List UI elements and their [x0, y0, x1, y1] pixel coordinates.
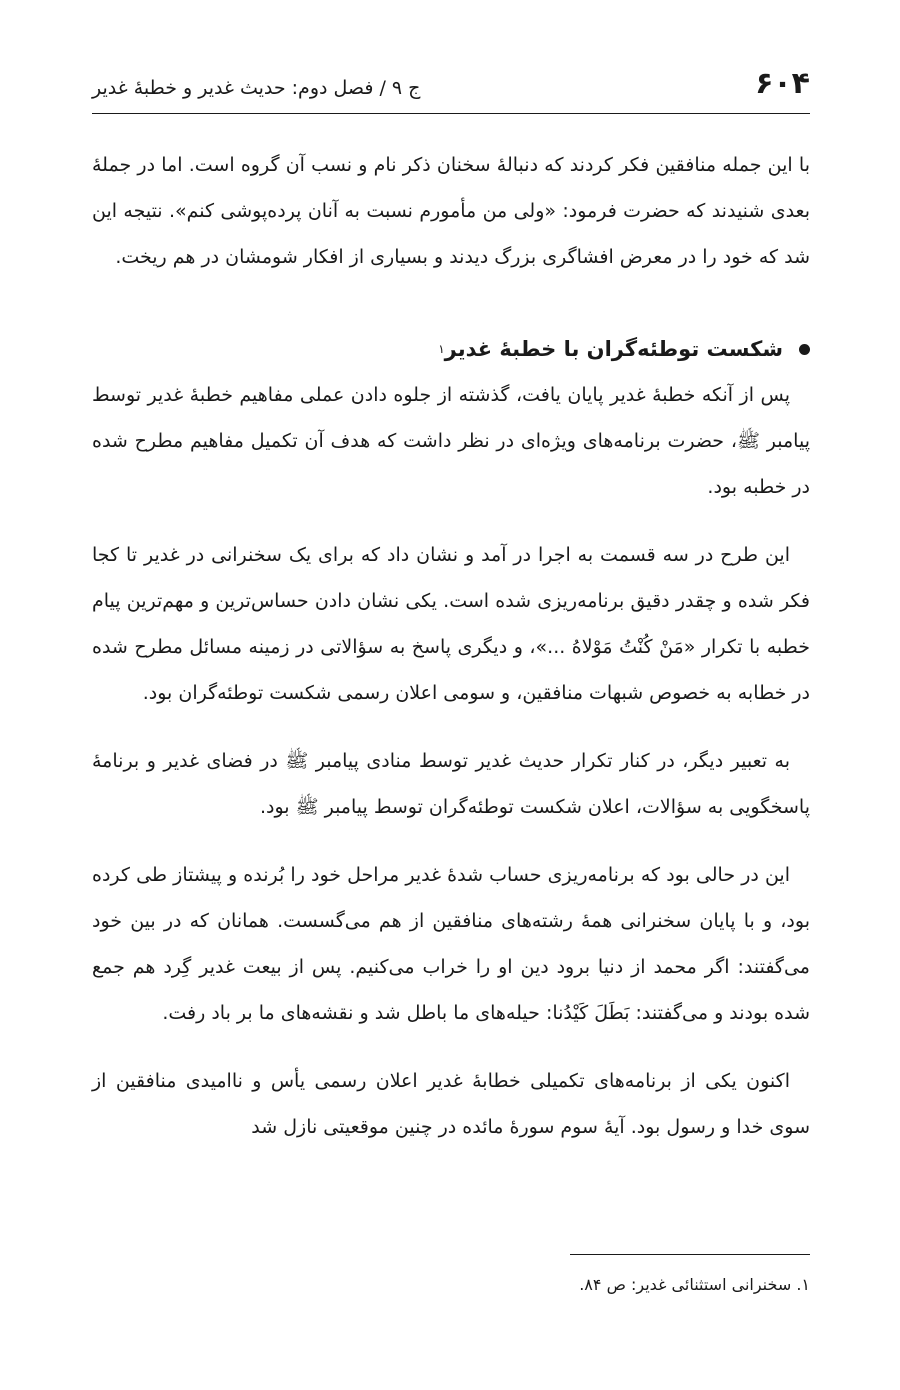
running-head: ج ۹ / فصل دوم: حدیث غدیر و خطبهٔ غدیر: [92, 77, 421, 99]
page-header: [92, 62, 810, 114]
paragraph-3: این طرح در سه قسمت به اجرا در آمد و نشان داد که برای یک سخنرانی در غدیر تا کجا فکر شده و چقدر دقیق برنامه‌ریزی شده است. یکی نشان دادن حساس‌ترین و مهم‌ترین پیام خطبه با تکرار «مَنْ كُنْتُ مَوْلاهُ ...»، و دیگری پاسخ به سؤالاتی در زمینه مسائل مطرح شده در خطابه به خصوص شبهات منافقین، و سومی اعلان رسمی شکست توطئه‌گران بود.: [92, 544, 810, 704]
paragraph-6: اکنون یکی از برنامه‌های تکمیلی خطابهٔ غدیر اعلان رسمی یأس و ناامیدی منافقین از سوی خدا و رسول بود. آیهٔ سوم سورهٔ مائده در چنین موقعیتی نازل شد: [92, 1070, 810, 1138]
section-heading: [92, 326, 810, 372]
body-text: [92, 142, 810, 1172]
section-heading-text: شکست توطئه‌گران با خطبهٔ غدیر: [444, 337, 783, 361]
footnote-rule: [570, 1254, 810, 1255]
footnote-marker: ۱: [438, 342, 445, 356]
bullet-icon: [799, 344, 810, 355]
paragraph-2: پس از آنکه خطبهٔ غدیر پایان یافت، گذشته از جلوه دادن عملی مفاهیم خطبهٔ غدیر توسط پیامبر ﷺ، حضرت برنامه‌های ویژه‌ای در نظر داشت که هدف آن تکمیل مفاهیم مطرح شده در خطبه بود.: [92, 384, 810, 498]
footnote: ۱. سخنرانی استثنائی غدیر: ص ۸۴.: [579, 1275, 810, 1294]
header-rule: [92, 113, 810, 114]
paragraph-1: با این جمله منافقین فکر کردند که دنبالهٔ سخنان ذکر نام و نسب آن گروه است. اما در جملهٔ بعدی شنیدند که حضرت فرمود: «ولی من مأمورم نسبت به آنان پرده‌پوشی کنم». نتیجه این شد که خود را در معرض افشاگری بزرگ دیدند و بسیاری از افکار شومشان در هم ریخت.: [92, 154, 810, 268]
paragraph-5: این در حالی بود که برنامه‌ریزی حساب شدهٔ غدیر مراحل خود را بُرنده و پیشتاز طی کرده بود، و با پایان سخنرانی همهٔ رشته‌های منافقین از هم می‌گسست. همانان که در بین خود می‌گفتند: اگر محمد از دنیا برود دین او را خراب می‌کنیم. پس از بیعت غدیر گِرد هم جمع شده بودند و می‌گفتند: بَطَلَ كَيْدُنا: حیله‌های ما باطل شد و نقشه‌های ما بر باد رفت.: [92, 864, 810, 1024]
page-number: ۶۰۴: [755, 66, 810, 101]
paragraph-4: به تعبیر دیگر، در کنار تکرار حدیث غدیر توسط منادی پیامبر ﷺ در فضای غدیر و برنامهٔ پاسخگویی به سؤالات، اعلان شکست توطئه‌گران توسط پیامبر ﷺ بود.: [92, 750, 810, 818]
